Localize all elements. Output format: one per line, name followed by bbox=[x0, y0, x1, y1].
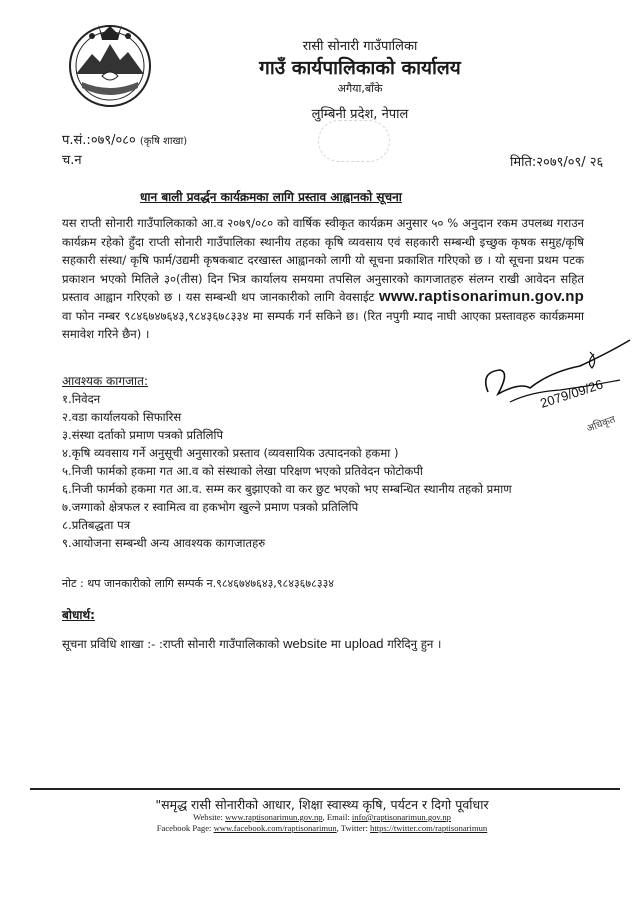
requirement-item: ५.निजी फार्मको हकमा गत आ.व को संस्थाको लेखा परिक्षण भएको प्रतिवेदन फोटोकपी bbox=[62, 464, 423, 478]
nepal-government-emblem-icon bbox=[62, 14, 158, 110]
department: (कृषि शाखा) bbox=[139, 136, 188, 147]
requirement-item: ७.जग्गाको क्षेत्रफल र स्वामित्व वा हकभोग खुल्ने प्रमाण पत्रको प्रतिलिपि bbox=[62, 500, 359, 514]
faint-stamp bbox=[318, 120, 390, 162]
footer-contact-line2: Facebook Page: www.facebook.com/raptisonarimun, Twitter: https://twitter.com/raptisonarimun bbox=[156, 823, 488, 833]
footer-slogan: "समृद्ध रासी सोनारीको आधार, शिक्षा स्वास्थ्य कृषि, पर्यटन र दिगो पूर्वाधार bbox=[155, 797, 489, 812]
signature-designation: अधिकृत bbox=[585, 414, 617, 435]
province-line: लुम्बिनी प्रदेश, नेपाल bbox=[311, 107, 409, 122]
requirements-heading: आवश्यक कागजात: bbox=[62, 374, 149, 388]
footer-facebook-link[interactable]: www.facebook.com/raptisonarimun bbox=[213, 823, 337, 833]
requirement-item: २.वडा कार्यालयको सिफारिस bbox=[62, 410, 182, 424]
ps-number: प.सं.:०७९/०८० bbox=[62, 133, 136, 148]
footer-divider bbox=[30, 788, 620, 790]
requirement-item: ८.प्रतिबद्धता पत्र bbox=[62, 518, 131, 532]
office-title: गाउँ कार्यपालिकाको कार्यालय bbox=[259, 57, 461, 79]
requirement-item: ९.आयोजना सम्बन्धी अन्य आवश्यक कागजातहरु bbox=[62, 536, 266, 550]
dispatch-number: च.न bbox=[62, 153, 82, 168]
footer-website-link[interactable]: www.raptisonarimun.gov.np bbox=[225, 812, 323, 822]
footer-twitter-link[interactable]: https://twitter.com/raptisonarimun bbox=[370, 823, 488, 833]
website-link[interactable]: www.raptisonarimun.gov.np bbox=[378, 288, 584, 305]
office-name: रासी सोनारी गाउँपालिका bbox=[302, 39, 418, 54]
notice-date: मिति:२०७९/०९/ २६ bbox=[510, 155, 604, 170]
footer-email-link[interactable]: info@raptisonarimun.gov.np bbox=[351, 812, 451, 822]
requirement-item: १.निवेदन bbox=[62, 392, 101, 406]
requirement-item: ४.कृषि व्यवसाय गर्ने अनुसूची अनुसारको प्रस्ताव (व्यवसायिक उत्पादनको हकमा ) bbox=[62, 446, 399, 460]
bodharth-heading: बोधार्थ: bbox=[62, 608, 95, 622]
notice-title: धान बाली प्रवर्द्धन कार्यक्रमका लागि प्रस्ताव आह्वानको सूचना bbox=[140, 190, 402, 204]
body-part1: यस राप्ती सोनारी गाउँपालिकाको आ.व २०७९/०८० को वार्षिक स्वीकृत कार्यक्रम अनुसार ५० % अनुदान रकम उपलब्ध गराउन कार्यक्रम रहेको हुँदा राप्ती सोनारी गाउँपालिका स्थानीय तहका कृषि व्यवसाय एवं सहकारी सम्बन्धी इच्छुक कृषक समुह/कृषि सहकारी संस्था/ कृषि फार्म/उद्यमी कृषकबाट दरखास्त आह्वानको लागी यो सूचना प्रकाशित गरिएको छ । यो सूचना प्रथम पटक प्रकाशन भएको मितिले ३०(तीस) दिन भित्र कार्यालय समयमा तपसिल अनुसारको कागजातहरु संलग्न राखी आवेदन सहित प्रस्ताव आह्वान गरिएको छ । यस सम्बन्धी थप जानकारीको लागि वेवसाईट bbox=[62, 216, 584, 304]
requirement-item: ३.संस्था दर्ताको प्रमाण पत्रको प्रतिलिपि bbox=[62, 428, 224, 442]
footer-contact-line1: Website: www.raptisonarimun.gov.np, Email: info@raptisonarimun.gov.np bbox=[193, 812, 451, 822]
address-line: अगैया,बाँके bbox=[337, 82, 383, 95]
signature-date: 2079/09/26 bbox=[538, 376, 605, 411]
requirement-item: ६.निजी फार्मको हकमा गत आ.व. सम्म कर बुझाएको वा कर छुट भएको भए सम्बन्धित स्थानीय तहको प्रमाण bbox=[62, 482, 512, 496]
reference-number bbox=[62, 130, 187, 148]
requirements-list bbox=[62, 390, 582, 552]
body-part2: वा फोन नम्बर ९८४६७४७६४३,९८४३६७८३३४ मा सम्पर्क गर्न सकिने छ। (रित नपुगी म्याद नाघी आएका प्रस्तावहरु कार्यक्रममा समावेश गरिने छैन) । bbox=[62, 308, 584, 341]
info-instruction: सूचना प्रविधि शाखा :- :राप्ती सोनारी गाउँपालिकाको website मा upload गरिदिनु हुन । bbox=[62, 636, 442, 651]
notice-body bbox=[62, 214, 584, 344]
contact-note: नोट : थप जानकारीको लागि सम्पर्क न.९८४६७४७६४३,९८४३६७८३३४ bbox=[62, 577, 335, 590]
